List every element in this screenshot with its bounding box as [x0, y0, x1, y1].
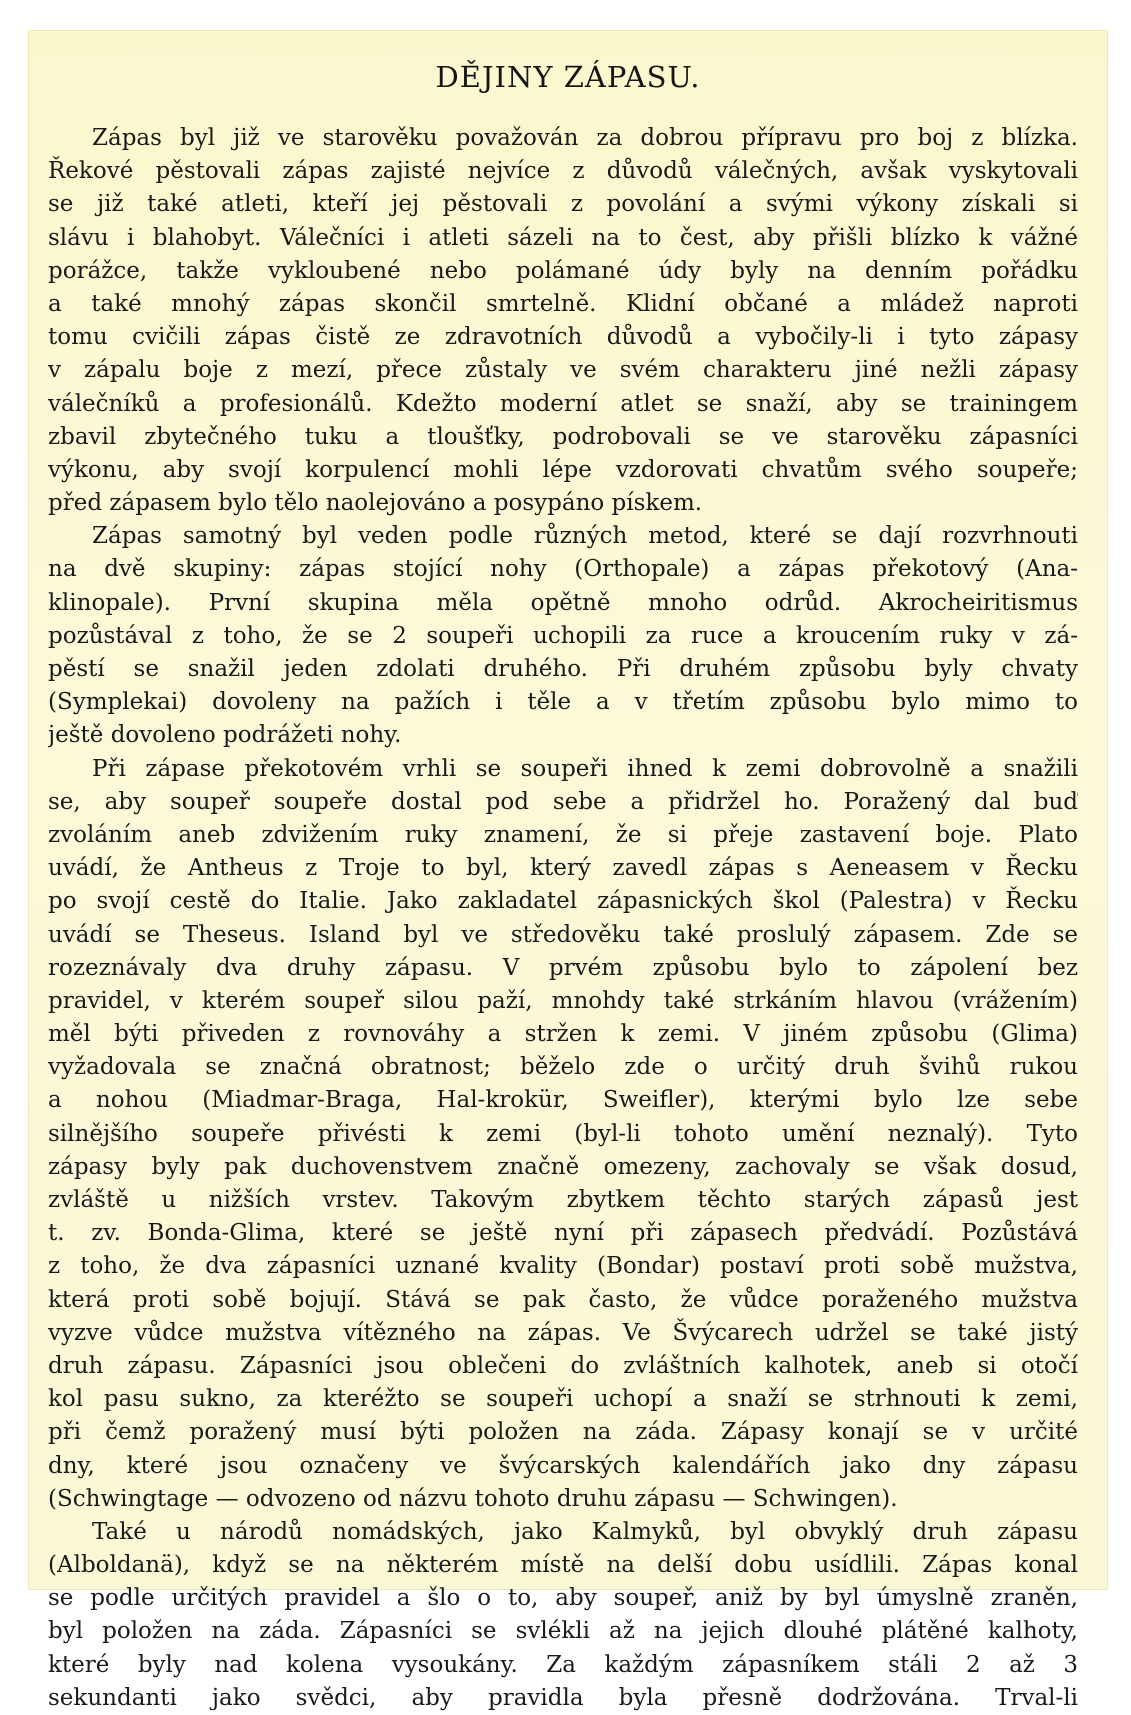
text-line: pěstí se snažil jeden zdolati druhého. Při druhém způsobu byly chvaty [48, 656, 1078, 682]
text-line: slávu i blahobyt. Válečníci i atleti sázeli na to čest, aby přišli blízko k vážné [48, 224, 1078, 251]
text-line: pozůstával z toho, že se 2 soupeři uchopili za ruce a kroucením ruky v zá- [48, 622, 1078, 649]
text-line: porážce, takže vykloubené nebo polámané údy byly na denním pořádku [48, 257, 1078, 284]
text-line: na dvě skupiny: zápas stojící nohy (Orthopale) a zápas překotový (Ana- [48, 556, 1078, 583]
text-line: válečníků a profesionálů. Kdežto moderní atlet se snaží, aby se trainingem [48, 390, 1078, 417]
text-line: Zápas byl již ve starověku považován za dobrou přípravu pro boj z blízka. [92, 125, 1078, 151]
text-line: byl položen na záda. Zápasníci se svlékli až na jejich dlouhé plátěné kalhoty, [48, 1618, 1078, 1645]
text-line: (Schwingtage — odvozeno od názvu tohoto druhu zápasu — Schwingen). [48, 1485, 898, 1512]
text-line: zbavil zbytečného tuku a tloušťky, podrobovali se ve starověku zápasníci [48, 423, 1078, 450]
text-line: které byly nad kolena vysoukány. Za každým zápasníkem stáli 2 až 3 [48, 1651, 1078, 1678]
text-line: zvláště u nižších vrstev. Takovým zbytkem těchto starých zápasů jest [48, 1187, 1078, 1213]
scanned-page [28, 30, 1108, 1711]
text-line: zvoláním aneb zdvižením ruky znamení, že si přeje zastavení boje. Plato [48, 821, 1078, 848]
text-line: vyžadovala se značná obratnost; běželo zde o určitý druh švihů rukou [48, 1054, 1078, 1081]
text-line: pravidel, v kterém soupeř silou paží, mnohdy také strkáním hlavou (vrážením) [48, 987, 1078, 1014]
text-line: Také u národů nomádských, jako Kalmyků, byl obvyklý druh zápasu [92, 1518, 1078, 1545]
body-text [48, 122, 1078, 1715]
text-line: sekundanti jako svědci, aby pravidla byla přesně dodržována. Trval-li [48, 1684, 1078, 1711]
text-line: (Alboldanä), když se na některém místě na delší dobu usídlili. Zápas konal [48, 1552, 1078, 1579]
text-line: (Symplekai) dovoleny na pažích i těle a v třetím způsobu bylo mimo to [48, 689, 1078, 716]
text-line: Zápas samotný byl veden podle různých metod, které se dají rozvrhnouti [92, 523, 1078, 550]
text-line: uvádí se Theseus. Island byl ve středověku také proslulý zápasem. Zde se [48, 921, 1078, 948]
text-line: při čemž poražený musí býti položen na záda. Zápasy konají se v určité [48, 1419, 1078, 1446]
page-title: DĚJINY ZÁPASU. [435, 60, 701, 94]
text-line: uvádí, že Antheus z Troje to byl, který zavedl zápas s Aeneasem v Řecku [48, 855, 1078, 882]
text-line: která proti sobě bojují. Stává se pak často, že vůdce poraženého mužstva [48, 1286, 1078, 1313]
text-line: rozeznávaly dva druhy zápasu. V prvém způsobu bylo to zápolení bez [48, 954, 1078, 981]
text-line: a nohou (Miadmar-Braga, Hal-krokür, Sweifler), kterými bylo lze sebe [48, 1087, 1078, 1114]
text-line: po svojí cestě do Italie. Jako zakladatel zápasnických škol (Palestra) v Řecku [48, 888, 1078, 915]
text-line: Při zápase překotovém vrhli se soupeři ihned k zemi dobrovolně a snažili [92, 755, 1078, 782]
text-line: ještě dovoleno podrážeti nohy. [48, 722, 402, 749]
text-line: klinopale). První skupina měla opětně mnoho odrůd. Akrocheiritismus [48, 589, 1078, 616]
text-line: a také mnohý zápas skončil smrtelně. Klidní občané a mládež naproti [48, 290, 1078, 317]
text-line: dny, které jsou označeny ve švýcarských kalendářích jako dny zápasu [48, 1452, 1078, 1479]
text-line: vyzve vůdce mužstva vítězného na zápas. Ve Švýcarech udržel se také jistý [48, 1319, 1078, 1346]
text-line: zápasy byly pak duchovenstvem značně omezeny, zachovaly se však dosud, [48, 1153, 1078, 1180]
text-line: tomu cvičili zápas čistě ze zdravotních důvodů a vybočily-li i tyto zápasy [48, 324, 1078, 351]
text-line: se podle určitých pravidel a šlo o to, aby soupeř, aniž by byl úmyslně zraněn, [48, 1585, 1078, 1612]
text-line: z toho, že dva zápasníci uznané kvality (Bondar) postaví proti sobě mužstva, [48, 1253, 1078, 1280]
text-line: v zápalu boje z mezí, přece zůstaly ve svém charakteru jiné nežli zápasy [48, 357, 1078, 384]
text-line: druh zápasu. Zápasníci jsou oblečeni do zvláštních kalhotek, aneb si otočí [48, 1352, 1078, 1379]
text-line: výkonu, aby svojí korpulencí mohli lépe vzdorovati chvatům svého soupeře; [48, 456, 1078, 483]
text-line: silnějšího soupeře přivésti k zemi (byl-li tohoto umění neznalý). Tyto [48, 1120, 1078, 1147]
text-line: se, aby soupeř soupeře dostal pod sebe a přidržel ho. Poražený dal buď [48, 788, 1078, 815]
text-line: před zápasem bylo tělo naolejováno a posypáno pískem. [48, 490, 703, 517]
text-line: kol pasu sukno, za kteréžto se soupeři uchopí a snaží se strhnouti k zemi, [48, 1386, 1078, 1413]
text-line: Řekové pěstovali zápas zajisté nejvíce z důvodů válečných, avšak vyskytovali [48, 158, 1078, 185]
text-line: měl býti přiveden z rovnováhy a stržen k zemi. V jiném způsobu (Glima) [48, 1021, 1078, 1048]
text-line: t. zv. Bonda-Glima, které se ještě nyní při zápasech předvádí. Pozůstává [48, 1220, 1078, 1247]
text-line: se již také atleti, kteří jej pěstovali z povolání a svými výkony získali si [48, 191, 1078, 218]
